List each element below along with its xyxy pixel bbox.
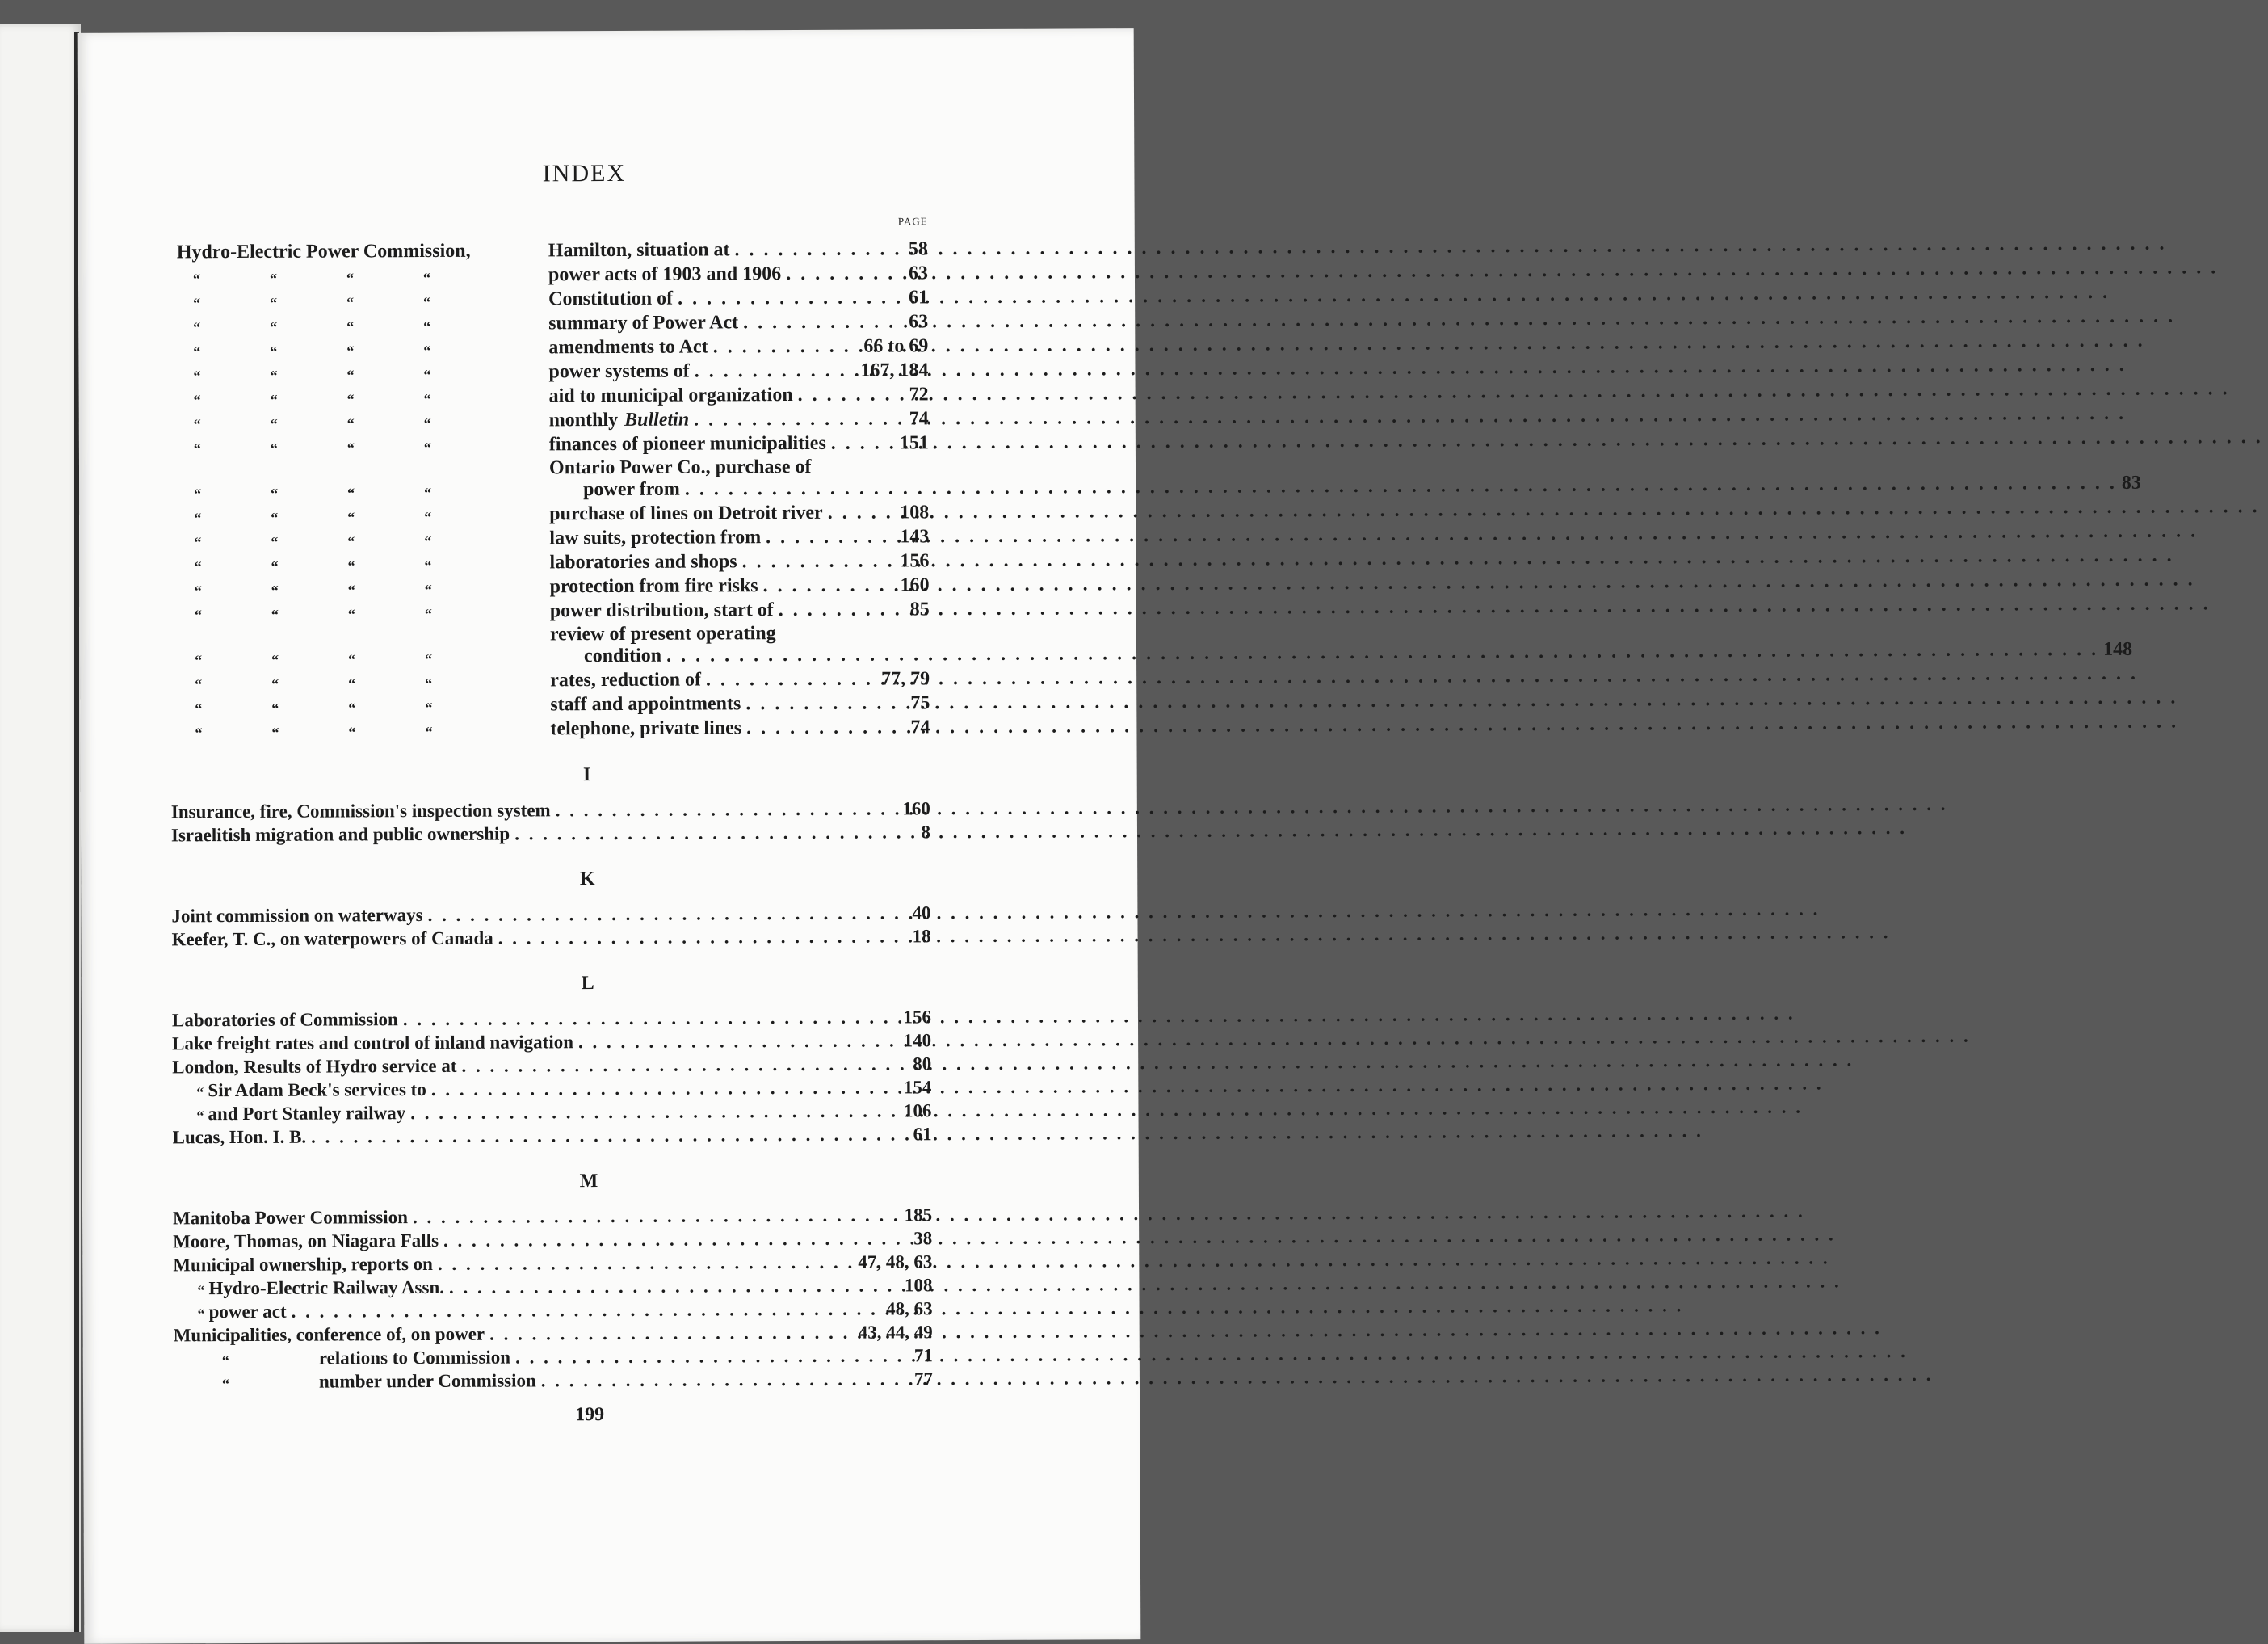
ditto-mark: “ bbox=[194, 582, 202, 599]
ditto-mark: “ bbox=[195, 700, 203, 717]
entry-page: 63 bbox=[909, 311, 929, 333]
index-entry bbox=[170, 454, 2141, 502]
ditto-mark: “ bbox=[194, 534, 202, 551]
index-entry bbox=[173, 1226, 932, 1252]
dot-leader bbox=[514, 822, 916, 844]
dot-leader bbox=[746, 692, 905, 715]
dot-leader bbox=[828, 502, 896, 523]
entry-text: Hamilton, situation at bbox=[548, 239, 730, 262]
ditto-mark: “ bbox=[270, 343, 278, 359]
entry-subject bbox=[549, 384, 929, 407]
index-entry bbox=[171, 923, 930, 950]
entry-page: 71 bbox=[914, 1345, 933, 1366]
entry-page: 77 bbox=[914, 1369, 933, 1390]
dot-leader bbox=[431, 1077, 899, 1100]
entry-lead bbox=[170, 581, 550, 599]
entry-lead bbox=[170, 699, 550, 717]
ditto-mark: “ bbox=[271, 557, 279, 574]
ditto-mark: “ bbox=[425, 699, 433, 716]
entry-text: Laboratories of Commission bbox=[171, 1009, 398, 1031]
ditto-mark: “ bbox=[423, 342, 431, 359]
ditto-mark: “ bbox=[424, 508, 432, 525]
entry-page: 151 bbox=[899, 432, 929, 454]
entry-page: 61 bbox=[913, 1124, 932, 1145]
entry-page: 18 bbox=[912, 926, 931, 947]
ditto-mark: “ bbox=[346, 318, 355, 335]
entry-text: Moore, Thomas, on Niagara Falls bbox=[173, 1230, 439, 1252]
ditto-mark: “ bbox=[270, 294, 278, 311]
entry-text-italic: Bulletin bbox=[624, 409, 690, 431]
ditto-mark: “ bbox=[347, 533, 355, 550]
ditto-mark: “ bbox=[270, 318, 278, 335]
ditto-mark: “ bbox=[194, 558, 202, 575]
ditto-mark: “ bbox=[270, 439, 278, 456]
entry-page: 106 bbox=[903, 1100, 932, 1121]
ditto-mark: “ bbox=[195, 652, 203, 669]
section-letter: M bbox=[579, 1171, 598, 1192]
dot-leader bbox=[489, 1322, 854, 1345]
entry-page: 38 bbox=[914, 1228, 933, 1249]
ditto-mark: “ bbox=[424, 532, 432, 549]
entry-heading: Hydro-Electric Power Commission, bbox=[176, 240, 471, 263]
entry-page: 61 bbox=[909, 287, 929, 309]
ditto-mark: “ bbox=[193, 368, 201, 385]
dot-leader bbox=[498, 926, 908, 948]
entry-subject bbox=[549, 550, 929, 574]
entry-page: 40 bbox=[912, 902, 931, 923]
entry-text: Municipal ownership, reports on bbox=[173, 1253, 433, 1276]
entry-text: laboratories and shops bbox=[549, 551, 737, 574]
index-entry bbox=[169, 236, 928, 263]
dot-leader bbox=[713, 336, 859, 359]
dot-leader bbox=[413, 1205, 900, 1228]
ditto-mark: “ bbox=[346, 343, 355, 359]
entry-page: 143 bbox=[900, 526, 930, 548]
entry-text: power distribution, start of bbox=[549, 599, 774, 622]
entry-subject bbox=[549, 622, 2133, 667]
ditto-mark: “ bbox=[347, 557, 355, 574]
entry-text: Lake freight rates and control of inland navigation bbox=[172, 1032, 574, 1054]
index-content bbox=[168, 158, 2141, 1427]
dot-leader bbox=[428, 902, 908, 926]
entry-lead bbox=[170, 723, 550, 742]
entry-text: Keefer, T. C., on waterpowers of Canada bbox=[171, 927, 494, 950]
index-entry bbox=[172, 1051, 931, 1078]
entry-text: law suits, protection from bbox=[549, 527, 762, 549]
entry-text: Sir Adam Beck's services to bbox=[208, 1078, 426, 1101]
ditto-mark: “ bbox=[194, 486, 202, 502]
ditto-mark: “ bbox=[424, 605, 432, 622]
entry-text: number under Commission bbox=[318, 1370, 536, 1392]
dot-leader bbox=[311, 1124, 909, 1147]
entry-text: aid to municipal organization bbox=[548, 385, 793, 407]
index-sections bbox=[171, 763, 933, 1393]
entry-text: Joint commission on waterways bbox=[171, 905, 423, 927]
entry-subject bbox=[548, 311, 928, 334]
page-title: INDEX bbox=[542, 159, 627, 187]
entry-subject bbox=[548, 335, 928, 359]
dot-leader bbox=[556, 798, 898, 821]
index-entry bbox=[174, 1343, 933, 1369]
entry-page: 154 bbox=[903, 1077, 932, 1098]
index-entry bbox=[171, 796, 930, 822]
dot-leader bbox=[694, 408, 905, 431]
entry-lead bbox=[170, 650, 550, 669]
ditto-mark: “ bbox=[270, 367, 278, 384]
entry-lead bbox=[169, 269, 548, 288]
entry-text: monthly bbox=[548, 409, 619, 431]
left-page-edge bbox=[0, 24, 81, 1632]
ditto-mark: “ bbox=[196, 1108, 204, 1125]
entry-lead bbox=[170, 390, 549, 409]
ditto-mark: “ bbox=[269, 270, 278, 287]
entry-subject bbox=[550, 717, 930, 740]
ditto-mark: “ bbox=[193, 295, 201, 312]
entry-subject bbox=[550, 692, 930, 716]
entry-text: finances of pioneer municipalities bbox=[548, 432, 826, 456]
entry-text: London, Results of Hydro service at bbox=[172, 1055, 457, 1078]
index-entry bbox=[173, 1296, 932, 1322]
entry-text-continued: condition bbox=[583, 645, 662, 667]
entry-text-continued: power from bbox=[583, 478, 680, 501]
index-entry bbox=[170, 381, 929, 409]
entry-lead bbox=[169, 317, 548, 336]
entry-page: 58 bbox=[908, 238, 928, 260]
index-entry bbox=[174, 1319, 933, 1346]
entry-page: 74 bbox=[910, 717, 930, 738]
entry-page: 43, 44, 49 bbox=[858, 1322, 933, 1343]
ditto-mark: “ bbox=[346, 367, 355, 384]
ditto-mark: “ bbox=[425, 723, 433, 740]
entry-lead bbox=[170, 484, 549, 502]
entry-text: Manitoba Power Commission bbox=[173, 1207, 409, 1229]
index-entry bbox=[171, 900, 930, 927]
index-entry bbox=[169, 260, 928, 288]
ditto-mark: “ bbox=[271, 651, 279, 668]
ditto-mark: “ bbox=[271, 533, 279, 550]
entry-lead bbox=[169, 293, 548, 312]
ditto-mark: “ bbox=[193, 440, 201, 457]
entry-text: relations to Commission bbox=[318, 1347, 511, 1369]
entry-lead bbox=[170, 439, 549, 457]
dot-leader bbox=[831, 432, 895, 454]
entry-text: and Port Stanley railway bbox=[208, 1103, 406, 1125]
entry-page: 160 bbox=[900, 574, 930, 596]
ditto-mark: “ bbox=[195, 725, 203, 742]
dot-leader bbox=[678, 287, 904, 309]
entry-page: 167, 184 bbox=[860, 359, 929, 381]
index-entry bbox=[170, 406, 929, 433]
entry-text: power act bbox=[208, 1301, 287, 1322]
dot-leader bbox=[742, 550, 896, 573]
ditto-mark: “ bbox=[423, 439, 431, 456]
section-letter: I bbox=[582, 764, 591, 786]
entry-subject bbox=[549, 432, 929, 456]
hydro-electric-entries bbox=[169, 215, 2141, 742]
entry-lead bbox=[170, 675, 550, 693]
index-entry bbox=[173, 1272, 932, 1299]
entry-page: 74 bbox=[909, 408, 929, 430]
section-letter: L bbox=[581, 973, 594, 994]
dot-leader bbox=[578, 1030, 899, 1053]
entry-lead bbox=[169, 342, 548, 360]
ditto-mark: “ bbox=[348, 724, 356, 741]
entry-subject bbox=[549, 408, 929, 431]
entry-page: 83 bbox=[2121, 472, 2141, 494]
entry-lead bbox=[169, 240, 548, 263]
index-entry bbox=[170, 714, 930, 742]
entry-text: Lucas, Hon. I. B. bbox=[172, 1126, 307, 1148]
dot-leader bbox=[695, 360, 856, 383]
index-entry bbox=[172, 1074, 931, 1101]
entry-subject bbox=[548, 263, 928, 286]
ditto-mark: “ bbox=[197, 1282, 205, 1299]
index-entry bbox=[169, 357, 928, 385]
entry-subject bbox=[549, 502, 929, 525]
entry-page: 160 bbox=[902, 798, 930, 819]
ditto-mark: “ bbox=[346, 415, 355, 432]
entry-text: staff and appointments bbox=[550, 693, 741, 716]
dot-leader bbox=[541, 1369, 909, 1391]
ditto-mark: “ bbox=[348, 675, 356, 692]
index-entry bbox=[170, 430, 929, 457]
entry-text: Hydro-Electric Railway Assn. bbox=[208, 1276, 445, 1299]
index-entry bbox=[170, 690, 930, 717]
index-entry bbox=[169, 333, 928, 360]
dot-leader bbox=[443, 1228, 909, 1251]
ditto-mark: “ bbox=[221, 1376, 229, 1393]
dot-leader bbox=[461, 1053, 908, 1076]
ditto-mark: “ bbox=[347, 651, 356, 668]
ditto-mark: “ bbox=[193, 343, 201, 360]
ditto-mark: “ bbox=[423, 414, 431, 431]
ditto-mark: “ bbox=[346, 270, 355, 287]
index-entry bbox=[172, 1004, 931, 1031]
entry-lead bbox=[170, 414, 549, 433]
ditto-mark: “ bbox=[193, 319, 201, 336]
dot-leader bbox=[779, 599, 905, 621]
dot-leader bbox=[410, 1100, 899, 1124]
index-entry bbox=[170, 499, 929, 527]
dot-leader bbox=[786, 263, 904, 285]
dot-leader bbox=[706, 669, 876, 692]
dot-leader bbox=[746, 717, 905, 739]
ditto-mark: “ bbox=[271, 606, 279, 623]
entry-page: 63 bbox=[908, 263, 929, 284]
ditto-mark: “ bbox=[347, 509, 355, 526]
index-entry bbox=[172, 1028, 931, 1054]
ditto-mark: “ bbox=[424, 484, 432, 501]
dot-leader bbox=[763, 574, 896, 597]
dot-leader bbox=[449, 1275, 900, 1297]
ditto-mark: “ bbox=[271, 485, 279, 502]
ditto-mark: “ bbox=[271, 700, 279, 717]
index-section bbox=[173, 1169, 933, 1393]
entry-text: Municipalities, conference of, on power bbox=[173, 1323, 485, 1346]
ditto-mark: “ bbox=[423, 390, 431, 407]
ditto-mark: “ bbox=[194, 510, 202, 527]
entry-lead bbox=[170, 557, 549, 575]
dot-leader bbox=[798, 384, 905, 406]
ditto-mark: “ bbox=[423, 293, 431, 310]
ditto-mark: “ bbox=[193, 392, 201, 409]
entry-text: power systems of bbox=[548, 360, 690, 383]
ditto-mark: “ bbox=[271, 724, 279, 741]
index-entry bbox=[170, 596, 930, 624]
index-entry bbox=[172, 1098, 931, 1125]
index-entry bbox=[173, 1249, 932, 1276]
entry-page: 80 bbox=[913, 1053, 932, 1074]
index-section bbox=[171, 867, 930, 950]
page-column-heading: PAGE bbox=[897, 215, 928, 228]
entry-page: 148 bbox=[2102, 638, 2133, 660]
ditto-mark: “ bbox=[424, 581, 432, 598]
entry-text: Constitution of bbox=[548, 288, 674, 310]
ditto-mark: “ bbox=[270, 415, 278, 432]
index-entry bbox=[169, 284, 928, 312]
entry-lines bbox=[549, 451, 2141, 502]
dot-leader bbox=[766, 526, 895, 549]
dot-leader bbox=[734, 238, 903, 261]
ditto-mark: “ bbox=[221, 1352, 229, 1369]
ditto-mark: “ bbox=[423, 317, 431, 334]
entry-subject bbox=[549, 526, 929, 549]
ditto-mark: “ bbox=[348, 700, 356, 717]
ditto-mark: “ bbox=[347, 606, 355, 623]
index-entry bbox=[170, 572, 930, 599]
index-entry bbox=[173, 1202, 932, 1229]
ditto-mark: “ bbox=[422, 269, 431, 286]
entry-page: 156 bbox=[900, 550, 930, 572]
dot-leader bbox=[515, 1345, 909, 1368]
entry-page: 8 bbox=[921, 822, 931, 843]
dot-leader bbox=[438, 1252, 853, 1275]
entry-subject bbox=[548, 238, 928, 262]
index-entry bbox=[173, 1121, 932, 1148]
entry-page: 85 bbox=[909, 599, 930, 620]
page-number: 199 bbox=[575, 1404, 605, 1426]
ditto-mark: “ bbox=[424, 650, 433, 667]
entry-page: 66 to 69 bbox=[863, 335, 929, 357]
entry-subject bbox=[548, 456, 2141, 501]
entry-subject bbox=[550, 599, 930, 622]
ditto-mark: “ bbox=[425, 675, 433, 692]
ditto-mark: “ bbox=[347, 485, 355, 502]
entry-page: 140 bbox=[903, 1030, 932, 1051]
entry-text: protection from fire risks bbox=[549, 575, 758, 598]
entry-lead bbox=[170, 508, 549, 527]
index-entry bbox=[169, 309, 928, 336]
ditto-mark: “ bbox=[271, 509, 279, 526]
ditto-mark: “ bbox=[346, 294, 355, 311]
entry-page: 108 bbox=[900, 502, 930, 523]
entry-subject bbox=[548, 359, 928, 383]
ditto-mark: “ bbox=[346, 391, 355, 408]
entry-text: amendments to Act bbox=[548, 336, 708, 359]
ditto-mark: “ bbox=[195, 676, 203, 693]
index-entry bbox=[170, 620, 2133, 669]
ditto-mark: “ bbox=[347, 582, 355, 599]
dot-leader bbox=[743, 311, 904, 334]
entry-lead bbox=[169, 366, 548, 385]
entry-text: Ontario Power Co., purchase of bbox=[548, 456, 812, 479]
entry-page: 185 bbox=[904, 1205, 933, 1226]
index-entry bbox=[170, 548, 929, 575]
dot-leader bbox=[292, 1299, 882, 1322]
index-entry bbox=[170, 666, 930, 693]
index-entry bbox=[170, 523, 929, 551]
entry-subject bbox=[550, 668, 930, 692]
entry-subject bbox=[550, 574, 930, 598]
entry-page: 72 bbox=[909, 384, 929, 406]
index-section bbox=[171, 763, 930, 846]
section-letter: K bbox=[579, 868, 595, 890]
entry-page: 108 bbox=[904, 1275, 933, 1296]
ditto-mark: “ bbox=[197, 1306, 205, 1322]
entry-text: power acts of 1903 and 1906 bbox=[548, 263, 782, 286]
ditto-mark: “ bbox=[192, 271, 201, 288]
ditto-mark: “ bbox=[424, 557, 432, 574]
ditto-mark: “ bbox=[271, 675, 279, 692]
index-page bbox=[78, 28, 2141, 1644]
index-entry bbox=[174, 1366, 933, 1393]
entry-text: Israelitish migration and public ownership bbox=[170, 823, 510, 846]
entry-page: 156 bbox=[903, 1007, 932, 1028]
ditto-mark: “ bbox=[194, 607, 202, 624]
index-entry bbox=[171, 819, 930, 846]
entry-page: 77, 79 bbox=[881, 668, 930, 690]
ditto-mark: “ bbox=[193, 416, 201, 433]
index-section bbox=[172, 971, 932, 1148]
entry-text: summary of Power Act bbox=[548, 312, 739, 334]
entry-page: 48, 63 bbox=[886, 1298, 933, 1319]
ditto-mark: “ bbox=[196, 1084, 204, 1101]
ditto-mark: “ bbox=[271, 582, 279, 599]
entry-text: telephone, private lines bbox=[550, 717, 742, 740]
entry-text: review of present operating bbox=[549, 623, 776, 645]
entry-page: 47, 48, 63 bbox=[858, 1251, 933, 1272]
entry-text: rates, reduction of bbox=[550, 669, 702, 692]
entry-text: purchase of lines on Detroit river bbox=[549, 502, 823, 525]
ditto-mark: “ bbox=[423, 366, 431, 383]
entry-lines bbox=[550, 617, 2132, 668]
dot-leader bbox=[403, 1007, 899, 1030]
entry-page: 75 bbox=[910, 692, 930, 714]
entry-lead bbox=[170, 532, 549, 551]
entry-subject bbox=[548, 287, 928, 310]
entry-lead bbox=[170, 605, 550, 624]
ditto-mark: “ bbox=[346, 439, 355, 456]
ditto-mark: “ bbox=[270, 391, 278, 408]
entry-text: Insurance, fire, Commission's inspection system bbox=[170, 800, 551, 822]
